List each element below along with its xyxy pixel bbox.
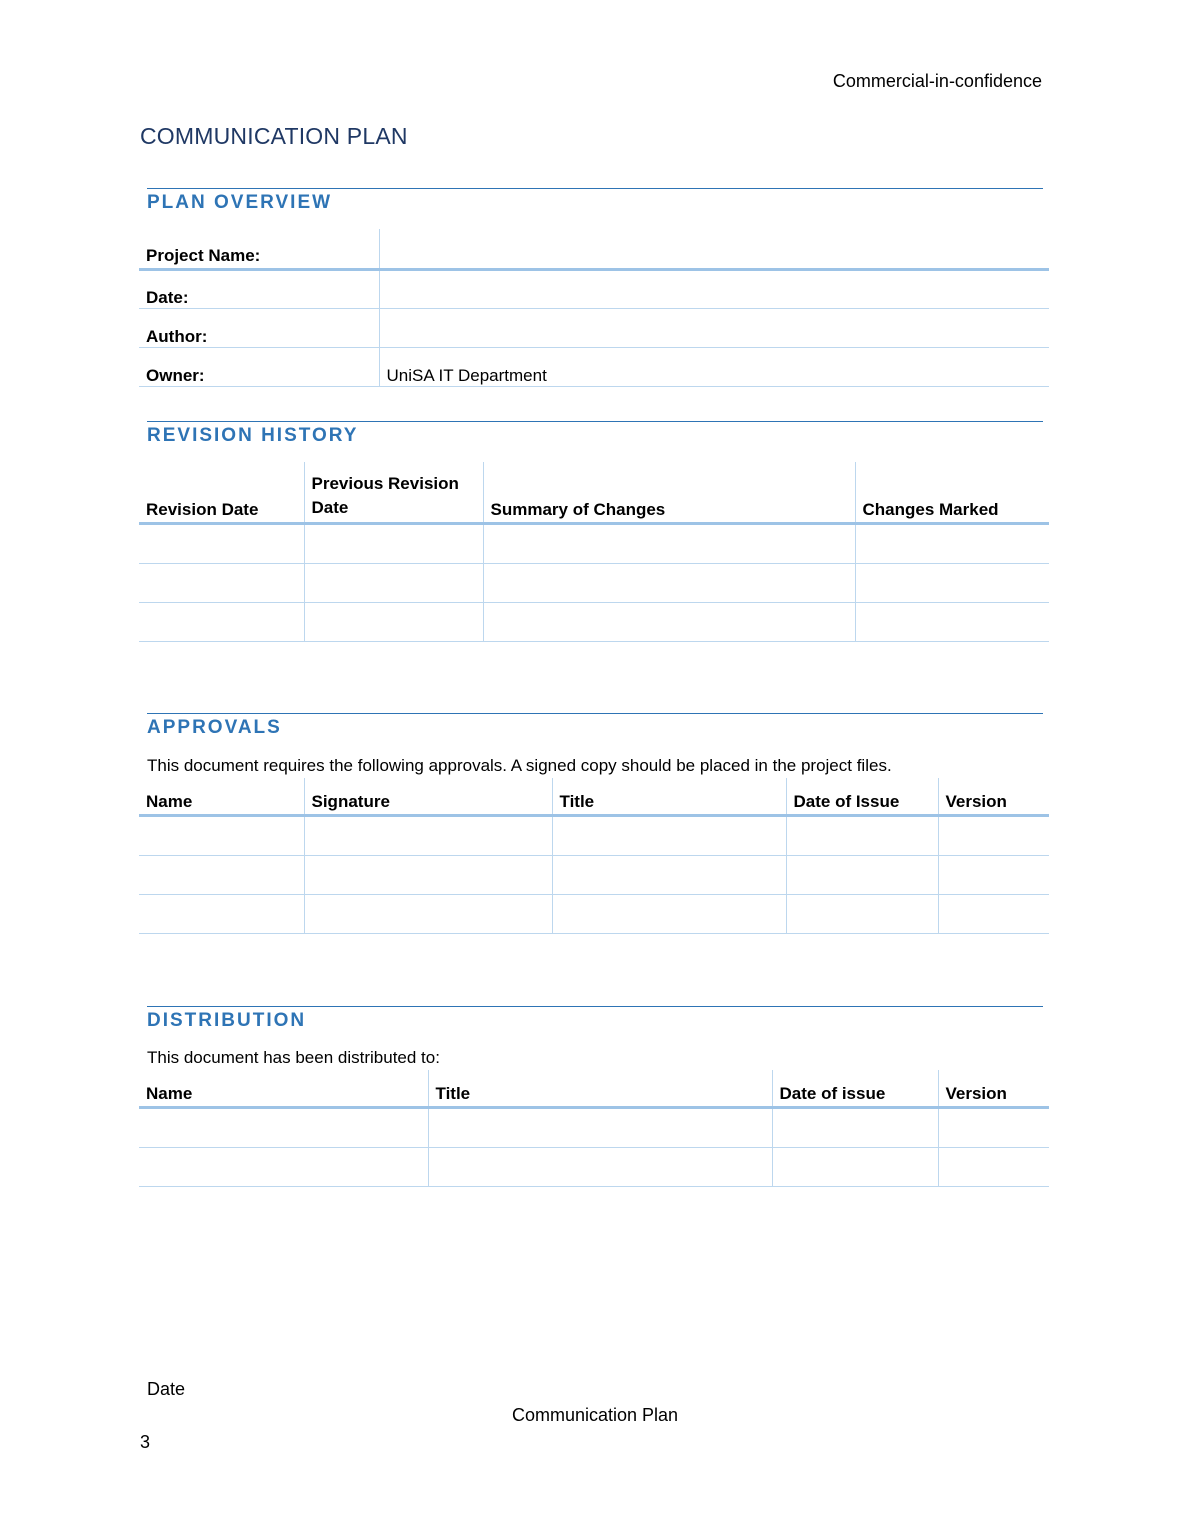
table-cell[interactable] (139, 1147, 428, 1186)
document-title: COMMUNICATION PLAN (140, 123, 408, 149)
table-cell[interactable] (139, 523, 304, 563)
table-cell[interactable] (786, 894, 938, 933)
table-row (139, 602, 1049, 641)
column-header: Version (938, 778, 1049, 815)
plan-overview-table (139, 229, 1049, 387)
table-cell[interactable] (139, 1107, 428, 1147)
table-cell[interactable] (304, 523, 483, 563)
revision-history-heading: REVISION HISTORY (147, 425, 359, 446)
table-header-row (139, 778, 1049, 815)
section-rule (147, 1006, 1043, 1007)
table-cell[interactable] (428, 1107, 772, 1147)
plan-overview-row (139, 347, 1049, 386)
table-cell[interactable] (938, 894, 1049, 933)
column-header: Date of issue (772, 1070, 938, 1107)
table-header-row (139, 462, 1049, 523)
section-rule (147, 188, 1043, 189)
table-cell[interactable] (855, 563, 1049, 602)
table-cell[interactable] (139, 855, 304, 894)
table-row (139, 1147, 1049, 1186)
table-cell[interactable] (786, 855, 938, 894)
plan-overview-row (139, 308, 1049, 347)
date-value[interactable] (379, 269, 1049, 308)
table-cell[interactable] (938, 815, 1049, 855)
column-header: Version (938, 1070, 1049, 1107)
column-header: Name (139, 778, 304, 815)
distribution-table (139, 1070, 1049, 1187)
table-cell[interactable] (938, 855, 1049, 894)
owner-value[interactable]: UniSA IT Department (379, 347, 1049, 386)
footer-page-number: 3 (140, 1432, 151, 1452)
column-header: Previous Revision Date (304, 462, 483, 523)
plan-overview-label: Project Name: (139, 229, 379, 269)
table-cell[interactable] (552, 855, 786, 894)
table-cell[interactable] (139, 815, 304, 855)
approvals-intro: This document requires the following approvals. A signed copy should be placed in the project files. (147, 756, 892, 775)
table-cell[interactable] (552, 815, 786, 855)
plan-overview-label: Owner: (139, 347, 379, 386)
section-rule (147, 421, 1043, 422)
table-cell[interactable] (304, 602, 483, 641)
table-cell[interactable] (786, 815, 938, 855)
section-rule (147, 713, 1043, 714)
table-row (139, 855, 1049, 894)
table-cell[interactable] (304, 563, 483, 602)
table-cell[interactable] (139, 894, 304, 933)
table-cell[interactable] (855, 602, 1049, 641)
revision-history-table (139, 462, 1049, 642)
project-name-value[interactable] (379, 229, 1049, 269)
column-header: Title (552, 778, 786, 815)
table-row (139, 894, 1049, 933)
table-cell[interactable] (428, 1147, 772, 1186)
table-cell[interactable] (772, 1107, 938, 1147)
column-header: Signature (304, 778, 552, 815)
table-cell[interactable] (304, 815, 552, 855)
column-header: Changes Marked (855, 462, 1049, 523)
table-cell[interactable] (139, 563, 304, 602)
approvals-table (139, 778, 1049, 934)
column-header: Date of Issue (786, 778, 938, 815)
table-header-row (139, 1070, 1049, 1107)
table-cell[interactable] (483, 602, 855, 641)
column-header: Summary of Changes (483, 462, 855, 523)
plan-overview-heading: PLAN OVERVIEW (147, 192, 333, 213)
table-cell[interactable] (304, 894, 552, 933)
table-row (139, 563, 1049, 602)
table-cell[interactable] (552, 894, 786, 933)
table-row (139, 1107, 1049, 1147)
table-cell[interactable] (938, 1107, 1049, 1147)
column-header: Name (139, 1070, 428, 1107)
author-value[interactable] (379, 308, 1049, 347)
table-cell[interactable] (483, 523, 855, 563)
table-row (139, 523, 1049, 563)
table-row (139, 815, 1049, 855)
table-cell[interactable] (772, 1147, 938, 1186)
distribution-heading: DISTRIBUTION (147, 1010, 307, 1031)
plan-overview-label: Date: (139, 269, 379, 308)
approvals-heading: APPROVALS (147, 717, 282, 738)
table-cell[interactable] (139, 602, 304, 641)
column-header: Revision Date (139, 462, 304, 523)
distribution-intro: This document has been distributed to: (147, 1048, 440, 1067)
footer-document-name: Communication Plan (511, 1405, 679, 1425)
plan-overview-row (139, 229, 1049, 269)
table-cell[interactable] (855, 523, 1049, 563)
footer-date-label: Date (147, 1379, 186, 1399)
header-classification: Commercial-in-confidence (832, 71, 1042, 91)
column-header: Title (428, 1070, 772, 1107)
table-cell[interactable] (938, 1147, 1049, 1186)
plan-overview-label: Author: (139, 308, 379, 347)
table-cell[interactable] (304, 855, 552, 894)
table-cell[interactable] (483, 563, 855, 602)
plan-overview-row (139, 269, 1049, 308)
